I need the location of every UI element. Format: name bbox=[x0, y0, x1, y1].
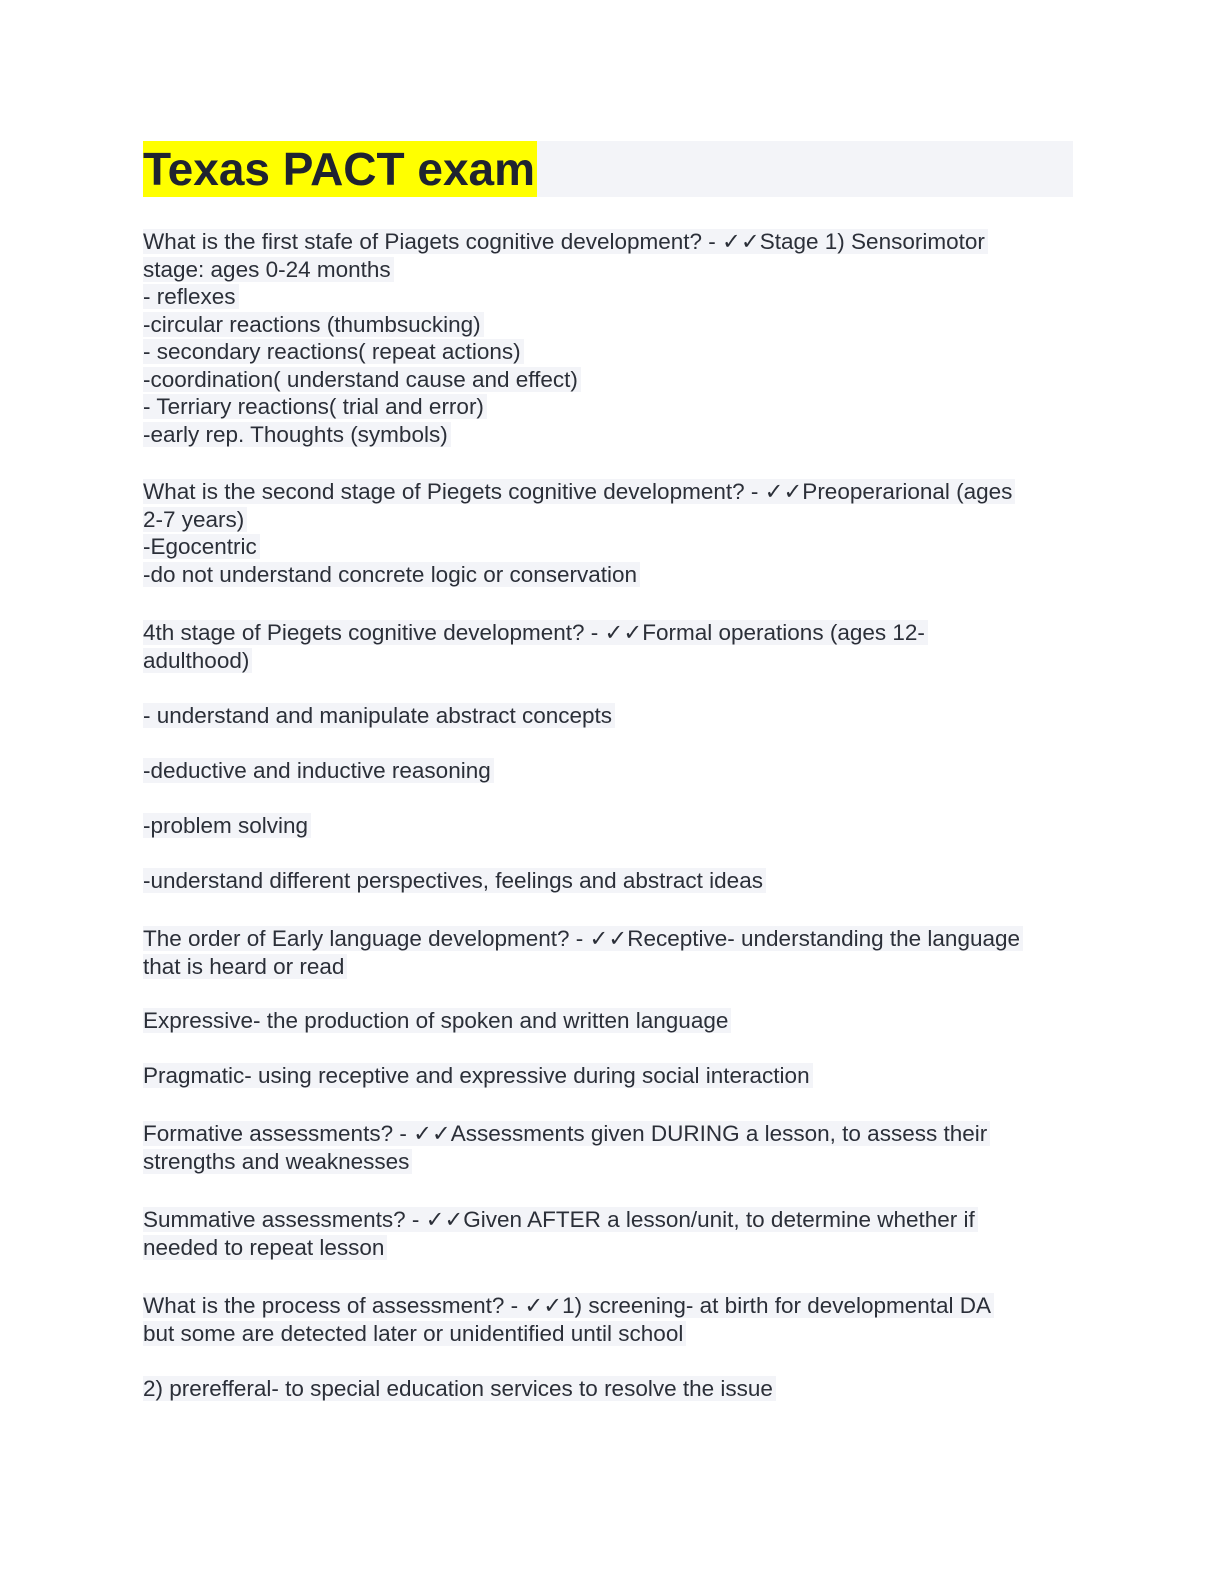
text-line-row bbox=[143, 283, 1083, 311]
text-line-row bbox=[143, 506, 1083, 534]
text-line: that is heard or read bbox=[143, 954, 347, 979]
text-line: adulthood) bbox=[143, 648, 252, 673]
qa-block bbox=[143, 1007, 1083, 1035]
text-line: -Egocentric bbox=[143, 534, 260, 559]
text-line-row bbox=[143, 393, 1083, 421]
text-line: stage: ages 0-24 months bbox=[143, 257, 394, 282]
text-line-row bbox=[143, 421, 1083, 449]
qa-block bbox=[143, 228, 1083, 448]
text-line: What is the second stage of Piegets cognitive development? - ✓✓Preoperarional (ages bbox=[143, 479, 1015, 504]
text-line: What is the process of assessment? - ✓✓1) screening- at birth for developmental DA bbox=[143, 1293, 994, 1318]
text-line: -do not understand concrete logic or conservation bbox=[143, 562, 640, 587]
text-line-row bbox=[143, 812, 1083, 840]
text-line: -deductive and inductive reasoning bbox=[143, 758, 494, 783]
text-line-row bbox=[143, 867, 1083, 895]
text-line: -understand different perspectives, feelings and abstract ideas bbox=[143, 868, 766, 893]
qa-block bbox=[143, 1206, 1083, 1261]
qa-block bbox=[143, 1292, 1083, 1347]
text-line: -early rep. Thoughts (symbols) bbox=[143, 422, 451, 447]
text-line-row bbox=[143, 619, 1083, 647]
text-line: Expressive- the production of spoken and written language bbox=[143, 1008, 731, 1033]
text-line: - understand and manipulate abstract concepts bbox=[143, 703, 615, 728]
text-line: needed to repeat lesson bbox=[143, 1235, 387, 1260]
text-line-row bbox=[143, 533, 1083, 561]
text-line-row bbox=[143, 338, 1083, 366]
text-line: but some are detected later or unidentified until school bbox=[143, 1321, 686, 1346]
qa-block bbox=[143, 812, 1083, 840]
text-line: Summative assessments? - ✓✓Given AFTER a lesson/unit, to determine whether if bbox=[143, 1207, 978, 1232]
document-title: Texas PACT exam bbox=[143, 143, 536, 195]
text-line-row bbox=[143, 256, 1083, 284]
qa-block bbox=[143, 925, 1083, 980]
text-line-row bbox=[143, 1234, 1083, 1262]
qa-block bbox=[143, 619, 1083, 674]
text-line-row bbox=[143, 1320, 1083, 1348]
text-line-row bbox=[143, 757, 1083, 785]
text-line: - Terriary reactions( trial and error) bbox=[143, 394, 487, 419]
qa-block bbox=[143, 867, 1083, 895]
text-line: -coordination( understand cause and effect) bbox=[143, 367, 581, 392]
text-line-row bbox=[143, 1148, 1083, 1176]
text-line: strengths and weaknesses bbox=[143, 1149, 412, 1174]
text-line-row bbox=[143, 925, 1083, 953]
text-line: 2-7 years) bbox=[143, 507, 247, 532]
qa-block bbox=[143, 478, 1083, 588]
qa-block bbox=[143, 1375, 1083, 1403]
text-line-row bbox=[143, 228, 1083, 256]
text-line: 2) prerefferal- to special education services to resolve the issue bbox=[143, 1376, 776, 1401]
text-line: - secondary reactions( repeat actions) bbox=[143, 339, 524, 364]
text-line-row bbox=[143, 953, 1083, 981]
text-line-row bbox=[143, 1062, 1083, 1090]
text-line-row bbox=[143, 561, 1083, 589]
text-line: Pragmatic- using receptive and expressive during social interaction bbox=[143, 1063, 813, 1088]
qa-block bbox=[143, 1062, 1083, 1090]
text-line: What is the first stafe of Piagets cognitive development? - ✓✓Stage 1) Sensorimotor bbox=[143, 229, 988, 254]
text-line-row bbox=[143, 1375, 1083, 1403]
text-line-row bbox=[143, 478, 1083, 506]
qa-block bbox=[143, 757, 1083, 785]
qa-block bbox=[143, 702, 1083, 730]
text-line-row bbox=[143, 1007, 1083, 1035]
text-line-row bbox=[143, 311, 1083, 339]
text-line: The order of Early language development? - ✓✓Receptive- understanding the language bbox=[143, 926, 1023, 951]
text-line-row bbox=[143, 1292, 1083, 1320]
text-line-row bbox=[143, 1206, 1083, 1234]
qa-block bbox=[143, 1120, 1083, 1175]
text-line-row bbox=[143, 1120, 1083, 1148]
text-line: -problem solving bbox=[143, 813, 311, 838]
text-line: 4th stage of Piegets cognitive development? - ✓✓Formal operations (ages 12- bbox=[143, 620, 928, 645]
text-line-row bbox=[143, 647, 1083, 675]
text-line: - reflexes bbox=[143, 284, 239, 309]
text-line-row bbox=[143, 366, 1083, 394]
text-line: -circular reactions (thumbsucking) bbox=[143, 312, 484, 337]
text-line: Formative assessments? - ✓✓Assessments given DURING a lesson, to assess their bbox=[143, 1121, 990, 1146]
text-line-row bbox=[143, 702, 1083, 730]
